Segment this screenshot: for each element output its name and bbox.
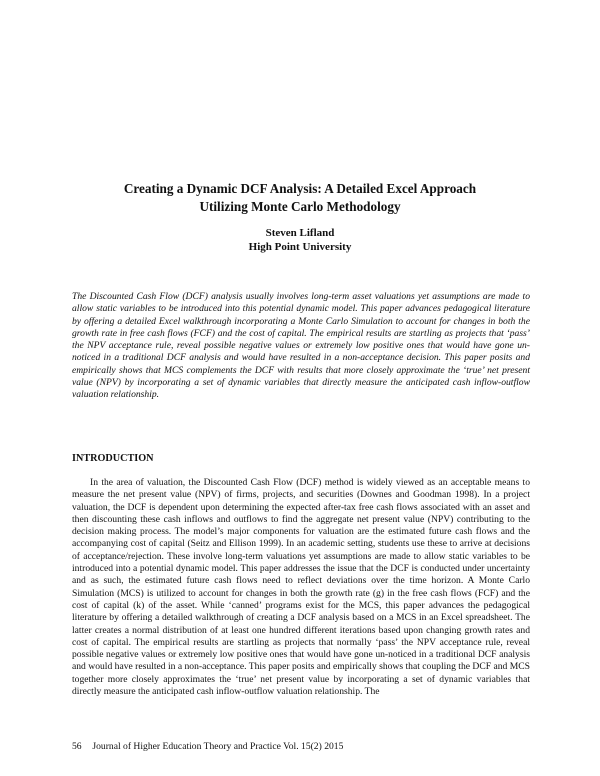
page-footer — [72, 741, 530, 753]
intro-paragraph: In the area of valuation, the Discounted Cash Flow (DCF) method is widely viewed as an acceptable means to measure the net present value (NPV) of firms, projects, and securities (Downes and Goodman 1998). In a project valuation, the DCF is dependent upon determining the expected after-tax free cash flows associated with an asset and then discounting these cash inflows and outflows to find the aggregate net present value (NPV) contributing to the decision making process. The model’s major components for valuation are the estimated future cash flows and the accompanying cost of capital (Seitz and Ellison 1999). In an academic setting, students use these to arrive at decisions of acceptance/rejection. These involve long-term valuations yet assumptions are made to allow static variables to be introduced into a potential dynamic model. This paper addresses the issue that the DCF is conducted under uncertainty and as such, the estimated future cash flows need to reflect deviations over the time horizon. A Monte Carlo Simulation (MCS) is utilized to account for changes in both the growth rate (g) in the free cash flows (FCF) and the cost of capital (k) of the asset. While ‘canned’ programs exist for the MCS, this paper advances the pedagogical literature by offering a detailed walkthrough of creating a DCF analysis based on a MCS in an Excel spreadsheet. The latter creates a normal distribution of at least one hundred different iterations based upon changing growth rates and cost of capital. The empirical results are startling as projects that normally ‘pass’ the NPV acceptance rule, reveal possible negative values or extremely low positive ones that would have gone un-noticed in a traditional DCF analysis and would have resulted in a non-acceptance. This paper posits and empirically shows that coupling the DCF and MCS together more closely approximates the ‘true’ net present value by incorporating a set of dynamic variables that directly measure the anticipated cash inflow-outflow valuation relationship. The — [72, 477, 530, 698]
abstract: The Discounted Cash Flow (DCF) analysis usually involves long-term asset valuations yet assumptions are made to allow static variables to be introduced into this potential dynamic model. This paper advances pedagogical literature by offering a detailed Excel walkthrough incorporating a Monte Carlo Simulation to account for changes in both the growth rate in free cash flows (FCF) and the cost of capital. The empirical results are startling as projects that ‘pass’ the NPV acceptance rule, reveal possible negative values or extremely low positive ones that would have gone un-noticed in a traditional DCF analysis and would have resulted in a non-acceptance decision. This paper posits and empirically shows that MCS complements the DCF with results that more closely approximate the ‘true’ net present value (NPV) by incorporating a set of dynamic variables that directly measure the anticipated cash inflow-outflow valuation relationship. — [72, 291, 530, 401]
author-block — [60, 226, 540, 254]
journal-citation: Journal of Higher Education Theory and Practice Vol. 15(2) 2015 — [92, 741, 344, 752]
title-line-2: Utilizing Monte Carlo Methodology — [199, 199, 401, 214]
author-affiliation: High Point University — [248, 241, 352, 253]
section-heading-introduction: INTRODUCTION — [72, 453, 154, 464]
page-number: 56 — [72, 741, 82, 752]
title-line-1: Creating a Dynamic DCF Analysis: A Detailed Excel Approach — [123, 181, 477, 196]
paper-title — [60, 180, 540, 216]
author-name: Steven Lifland — [265, 227, 335, 239]
